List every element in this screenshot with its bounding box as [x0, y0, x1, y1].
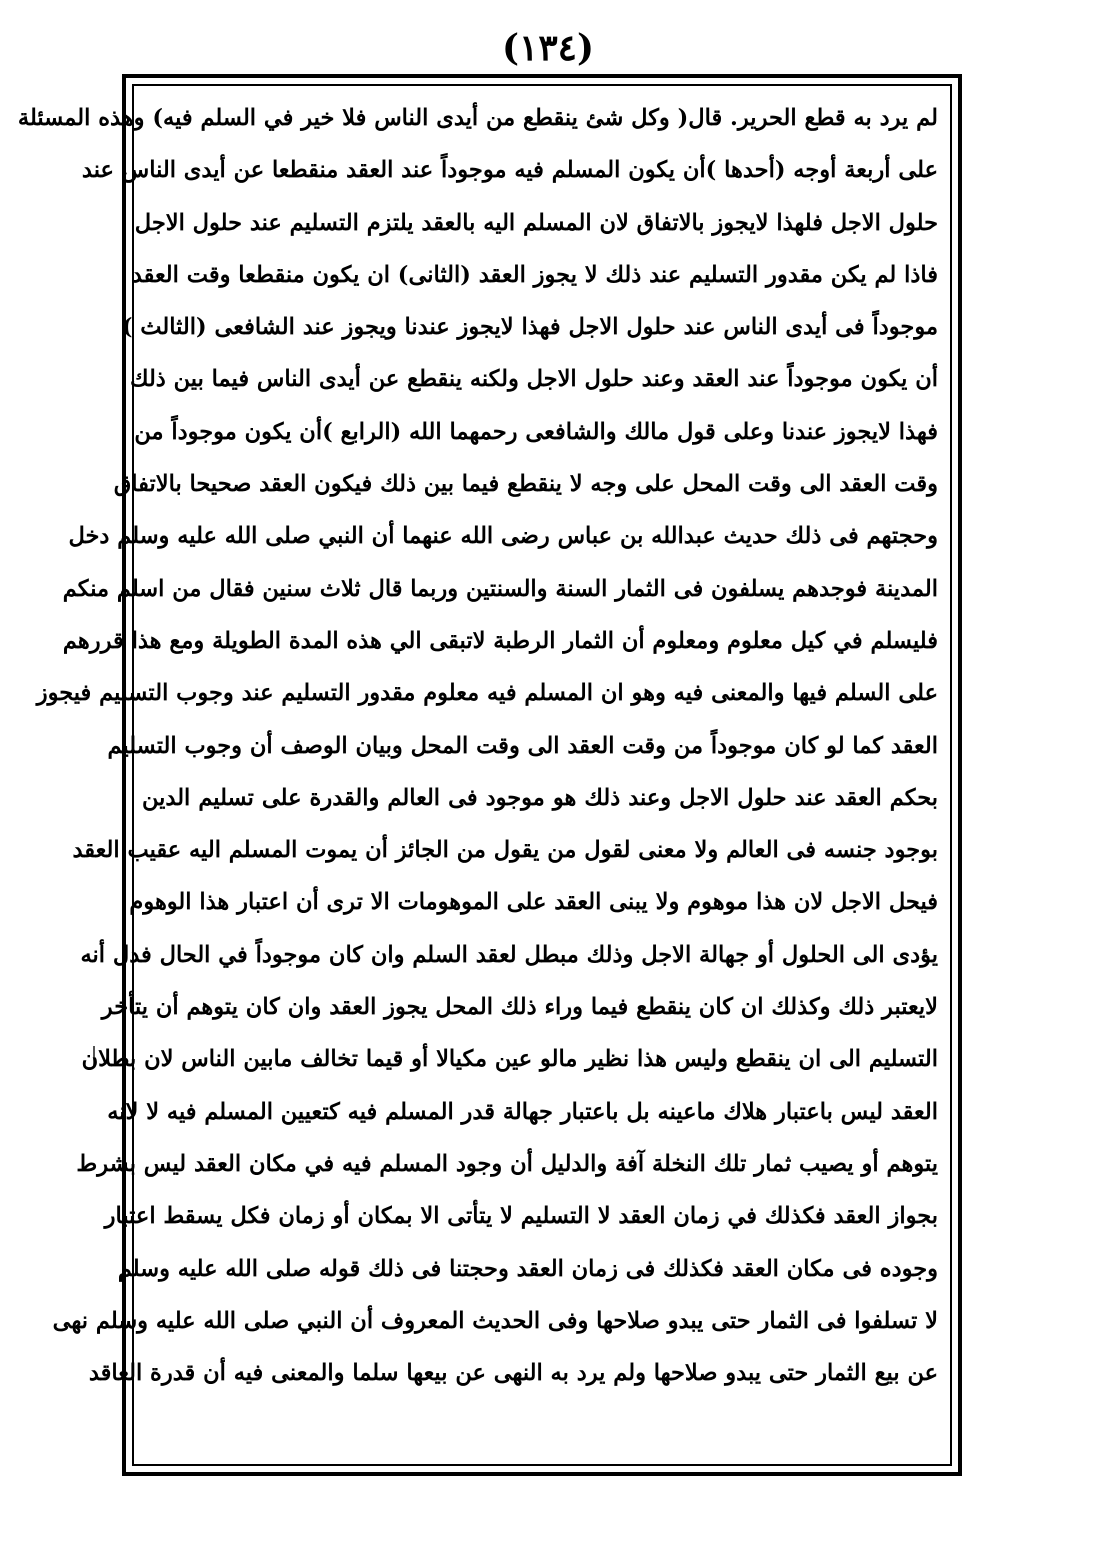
text-line	[142, 1399, 938, 1451]
text-line: فليسلم في كيل معلوم ومعلوم أن الثمار الرطبة لاتبقى الي هذه المدة الطويلة ومع هذا قررهم	[62, 627, 938, 654]
text-line: موجوداً فى أيدى الناس عند حلول الاجل فهذا لايجوز عندنا ويجوز عند الشافعى (الثالث )	[121, 314, 938, 341]
text-line: وقت العقد الى وقت المحل على وجه لا ينقطع فيما بين ذلك فيكون العقد صحيحا بالاتفاق	[113, 471, 938, 498]
text-line: لا تسلفوا فى الثمار حتى يبدو صلاحها وفى الحديث المعروف أن النبي صلى الله عليه وسلم نهى	[52, 1307, 938, 1334]
text-line: عن بيع الثمار حتى يبدو صلاحها ولم يرد به النهى عن بيعها سلما والمعنى فيه أن قدرة العاقد	[88, 1360, 938, 1387]
text-line: بوجود جنسه فى العالم ولا معنى لقول من يقول من الجائز أن يموت المسلم اليه عقيب العقد	[72, 837, 938, 864]
text-line: لايعتبر ذلك وكذلك ان كان ينقطع فيما وراء ذلك المحل يجوز العقد وان كان يتوهم أن يتأخر	[101, 994, 938, 1021]
text-line: وجوده فى مكان العقد فكذلك فى زمان العقد وحجتنا فى ذلك قوله صلى الله عليه وسلم	[117, 1255, 938, 1282]
text-line: العقد ليس باعتبار هلاك ماعينه بل باعتبار جهالة قدر المسلم فيه كتعيين المسلم فيه لا لانه	[107, 1098, 938, 1125]
text-line: يؤدى الى الحلول أو جهالة الاجل وذلك مبطل لعقد السلم وان كان موجوداً في الحال فدل أنه	[80, 941, 938, 968]
text-line: التسليم الى ان ينقطع وليس هذا نظير مالو عين مكيالا أو قيما تخالف مابين الناس لان بطلان	[81, 1046, 938, 1073]
text-line: فيحل الاجل لان هذا موهوم ولا يبنى العقد على الموهومات الا ترى أن اعتبار هذا الوهوم	[129, 889, 938, 916]
text-line: بحكم العقد عند حلول الاجل وعند ذلك هو موجود فى العالم والقدرة على تسليم الدين	[142, 784, 938, 811]
text-line: حلول الاجل فلهذا لايجوز بالاتفاق لان المسلم اليه بالعقد يلتزم التسليم عند حلول الاجل	[134, 209, 938, 236]
text-line: فاذا لم يكن مقدور التسليم عند ذلك لا يجوز العقد (الثانى) ان يكون منقطعا وقت العقد	[131, 261, 938, 288]
text-line: المدينة فوجدهم يسلفون فى الثمار السنة والسنتين وربما قال ثلاث سنين فقال من اسلم منكم	[62, 575, 938, 602]
text-line: وحجتهم فى ذلك حديث عبدالله بن عباس رضى الله عنهما أن النبي صلى الله عليه وسلم دخل	[68, 523, 938, 550]
text-line: على أربعة أوجه (أحدها )أن يكون المسلم فيه موجوداً عند العقد منقطعا عن أيدى الناس عند	[81, 157, 938, 184]
text-line: فهذا لايجوز عندنا وعلى قول مالك والشافعى رحمهما الله (الرابع )أن يكون موجوداً من	[134, 418, 938, 445]
text-line: لم يرد به قطع الحرير. قال( وكل شئ ينقطع من أيدى الناس فلا خير في السلم فيه) وهذه المسئلة	[17, 105, 938, 131]
text-line: بجواز العقد فكذلك في زمان العقد لا التسليم لا يتأتى الا بمكان أو زمان فكل يسقط اعتبار	[104, 1203, 938, 1230]
text-line: العقد كما لو كان موجوداً من وقت العقد الى وقت المحل وبيان الوصف أن وجوب التسليم	[107, 732, 938, 759]
text-line: أن يكون موجوداً عند العقد وعند حلول الاجل ولكنه ينقطع عن أيدى الناس فيما بين ذلك	[129, 366, 938, 393]
page-number: (١٣٤)	[501, 27, 595, 69]
body-text	[17, 92, 938, 1452]
text-line: على السلم فيها والمعنى فيه وهو ان المسلم فيه معلوم مقدور التسليم عند وجوب التسليم فيجوز	[36, 680, 938, 707]
text-line: يتوهم أو يصيب ثمار تلك النخلة آفة والدليل أن وجود المسلم فيه في مكان العقد ليس بشرط	[76, 1150, 938, 1177]
